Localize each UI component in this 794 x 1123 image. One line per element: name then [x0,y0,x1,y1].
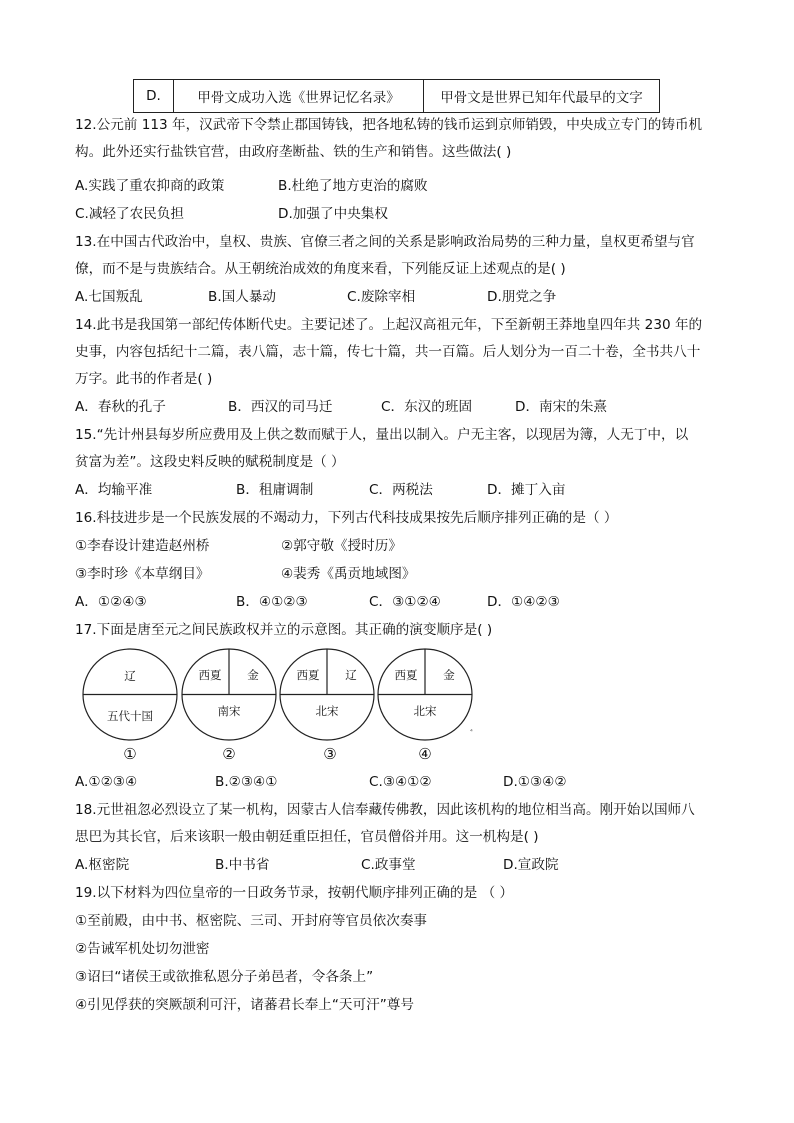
q18-option-c[interactable]: C.政事堂 [361,857,416,873]
diagram-4-circle [377,648,473,741]
q16-item-4: ④裴秀《禹贡地域图》 [281,566,416,582]
diagram-3-circle [279,648,375,741]
diagram-4-number: ④ [418,745,432,763]
q19-item-4: ④引见俘获的突厥颉利可汗，诸蕃君长奉上“天可汗”尊号 [75,997,414,1013]
q13-option-c[interactable]: C.废除宰相 [347,289,416,305]
q17-option-d[interactable]: D.①③④② [503,774,567,790]
q13-stem-line-2: 僚，而不是与贵族结合。从王朝统治成效的角度来看，下列能反证上述观点的是( ) [75,261,566,277]
q16-option-a[interactable]: A．①②④③ [75,594,147,610]
q14-options [75,398,715,416]
q12-stem-line-2: 构。此外还实行盐铁官营，由政府垄断盐、铁的生产和销售。这些做法( ) [75,144,512,160]
diagram-3-bottom-label: 北宋 [315,704,339,718]
q13-option-b[interactable]: B.国人暴动 [208,289,277,305]
q16-options [75,593,715,611]
q15-options [75,481,715,499]
q12-option-d[interactable]: D.加强了中央集权 [278,206,388,222]
diagram-3-top-left-label: 西夏 [296,668,320,682]
q14-option-d[interactable]: D．南宋的朱熹 [515,399,608,415]
q16-item-3: ③李时珍《本草纲目》 [75,566,210,582]
table-event-cell: 甲骨文成功入选《世界记忆名录》 [174,80,424,112]
table-option-cell: D. [134,80,174,112]
q17-option-c[interactable]: C.③④①② [369,774,432,790]
stray-mark: ⁴ [470,728,473,736]
answer-table-row [133,79,660,113]
q17-option-b[interactable]: B.②③④① [215,774,278,790]
q13-options [75,288,715,306]
table-conclusion-cell: 甲骨文是世界已知年代最早的文字 [440,90,643,106]
q18-stem-line-1: 18.元世祖忽必烈设立了某一机构，因蒙古人信奉藏传佛教，因此该机构的地位相当高。刚开始以国师八 [75,802,695,818]
q15-option-a[interactable]: A．均输平准 [75,482,153,498]
q13-stem-line-1: 13.在中国古代政治中，皇权、贵族、官僚三者之间的关系是影响政治局势的三种力量，皇权更希望与官 [75,234,695,250]
q19-item-1: ①至前殿，由中书、枢密院、三司、开封府等官员依次奏事 [75,913,428,929]
q19-item-3: ③诏曰“诸侯王或欲推私恩分子弟邑者，令各条上” [75,969,374,985]
diagram-4-bottom-label: 北宋 [413,704,437,718]
q19-item-2: ②告诫军机处切勿泄密 [75,941,210,957]
diagram-1-circle [82,648,178,741]
diagram-1-number: ① [123,745,137,763]
diagram-4-top-right-label: 金 [443,668,455,682]
diagram-3-top-right-label: 辽 [345,668,357,682]
q15-stem-line-2: 贫富为差”。这段史料反映的赋税制度是（ ） [75,454,345,470]
diagram-2-top-right-label: 金 [247,668,259,682]
diagram-2 [181,648,277,741]
q18-stem-line-2: 思巴为其长官，后来该职一般由朝廷重臣担任，官员僧俗并用。这一机构是( ) [75,829,539,845]
diagram-2-top-left-label: 西夏 [198,668,222,682]
diagram-1-bottom-label: 五代十国 [107,709,153,723]
q17-options [75,773,715,791]
q13-option-d[interactable]: D.朋党之争 [487,289,557,305]
q16-stem: 16.科技进步是一个民族发展的不竭动力，下列古代科技成果按先后顺序排列正确的是（ ） [75,510,618,526]
q12-options-row2 [75,205,715,223]
q15-option-d[interactable]: D．摊丁入亩 [487,482,566,498]
q16-option-d[interactable]: D．①④②③ [487,594,560,610]
diagram-4-top-left-label: 西夏 [394,668,418,682]
diagram-3 [279,648,375,741]
q14-option-b[interactable]: B．西汉的司马迁 [228,399,333,415]
q15-option-c[interactable]: C．两税法 [369,482,433,498]
q16-item-2: ②郭守敬《授时历》 [281,538,402,554]
q17-stem: 17.下面是唐至元之间民族政权并立的示意图。其正确的演变顺序是( ) [75,622,493,638]
q18-option-d[interactable]: D.宣政院 [503,857,559,873]
q18-option-b[interactable]: B.中书省 [215,857,270,873]
q18-option-a[interactable]: A.枢密院 [75,857,130,873]
q14-stem-line-1: 14.此书是我国第一部纪传体断代史。主要记述了。上起汉高祖元年，下至新朝王莽地皇四年共 230 年的 [75,317,703,333]
diagram-3-number: ③ [323,745,337,763]
q12-option-a[interactable]: A.实践了重农抑商的政策 [75,178,225,194]
q18-options [75,856,715,874]
q13-option-a[interactable]: A.七国叛乱 [75,289,143,305]
diagram-2-number: ② [222,745,236,763]
q12-option-c[interactable]: C.减轻了农民负担 [75,206,184,222]
q14-option-a[interactable]: A．春秋的孔子 [75,399,166,415]
q15-option-b[interactable]: B．租庸调制 [236,482,314,498]
diagram-1 [82,648,178,741]
diagram-2-circle [181,648,277,741]
q12-options [75,177,715,195]
q16-option-c[interactable]: C．③①②④ [369,594,441,610]
q12-option-b[interactable]: B.杜绝了地方吏治的腐败 [278,178,428,194]
diagram-1-top-label: 辽 [124,669,136,683]
q16-items-row1 [75,537,715,555]
q16-option-b[interactable]: B．④①②③ [236,594,308,610]
q17-option-a[interactable]: A.①②③④ [75,774,138,790]
q16-item-1: ①李春设计建造赵州桥 [75,538,210,554]
diagram-4 [377,648,473,741]
q16-items-row2 [75,565,715,583]
q14-option-c[interactable]: C．东汉的班固 [381,399,473,415]
q14-stem-line-3: 万字。此书的作者是( ) [75,371,213,387]
q19-stem: 19.以下材料为四位皇帝的一日政务节录，按朝代顺序排列正确的是 （ ） [75,885,514,901]
diagram-2-bottom-label: 南宋 [217,704,241,718]
q12-stem-line-1: 12.公元前 113 年，汉武帝下令禁止郡国铸钱，把各地私铸的钱币运到京师销毁，中央成立专门的铸币机 [75,117,703,133]
q14-stem-line-2: 史事，内容包括纪十二篇，表八篇，志十篇，传七十篇，共一百篇。后人划分为一百二十卷，全书共八十 [75,344,701,360]
q15-stem-line-1: 15.“先计州县每岁所应费用及上供之数而赋于人，量出以制入。户无主客，以现居为簿，人无丁中，以 [75,427,689,443]
